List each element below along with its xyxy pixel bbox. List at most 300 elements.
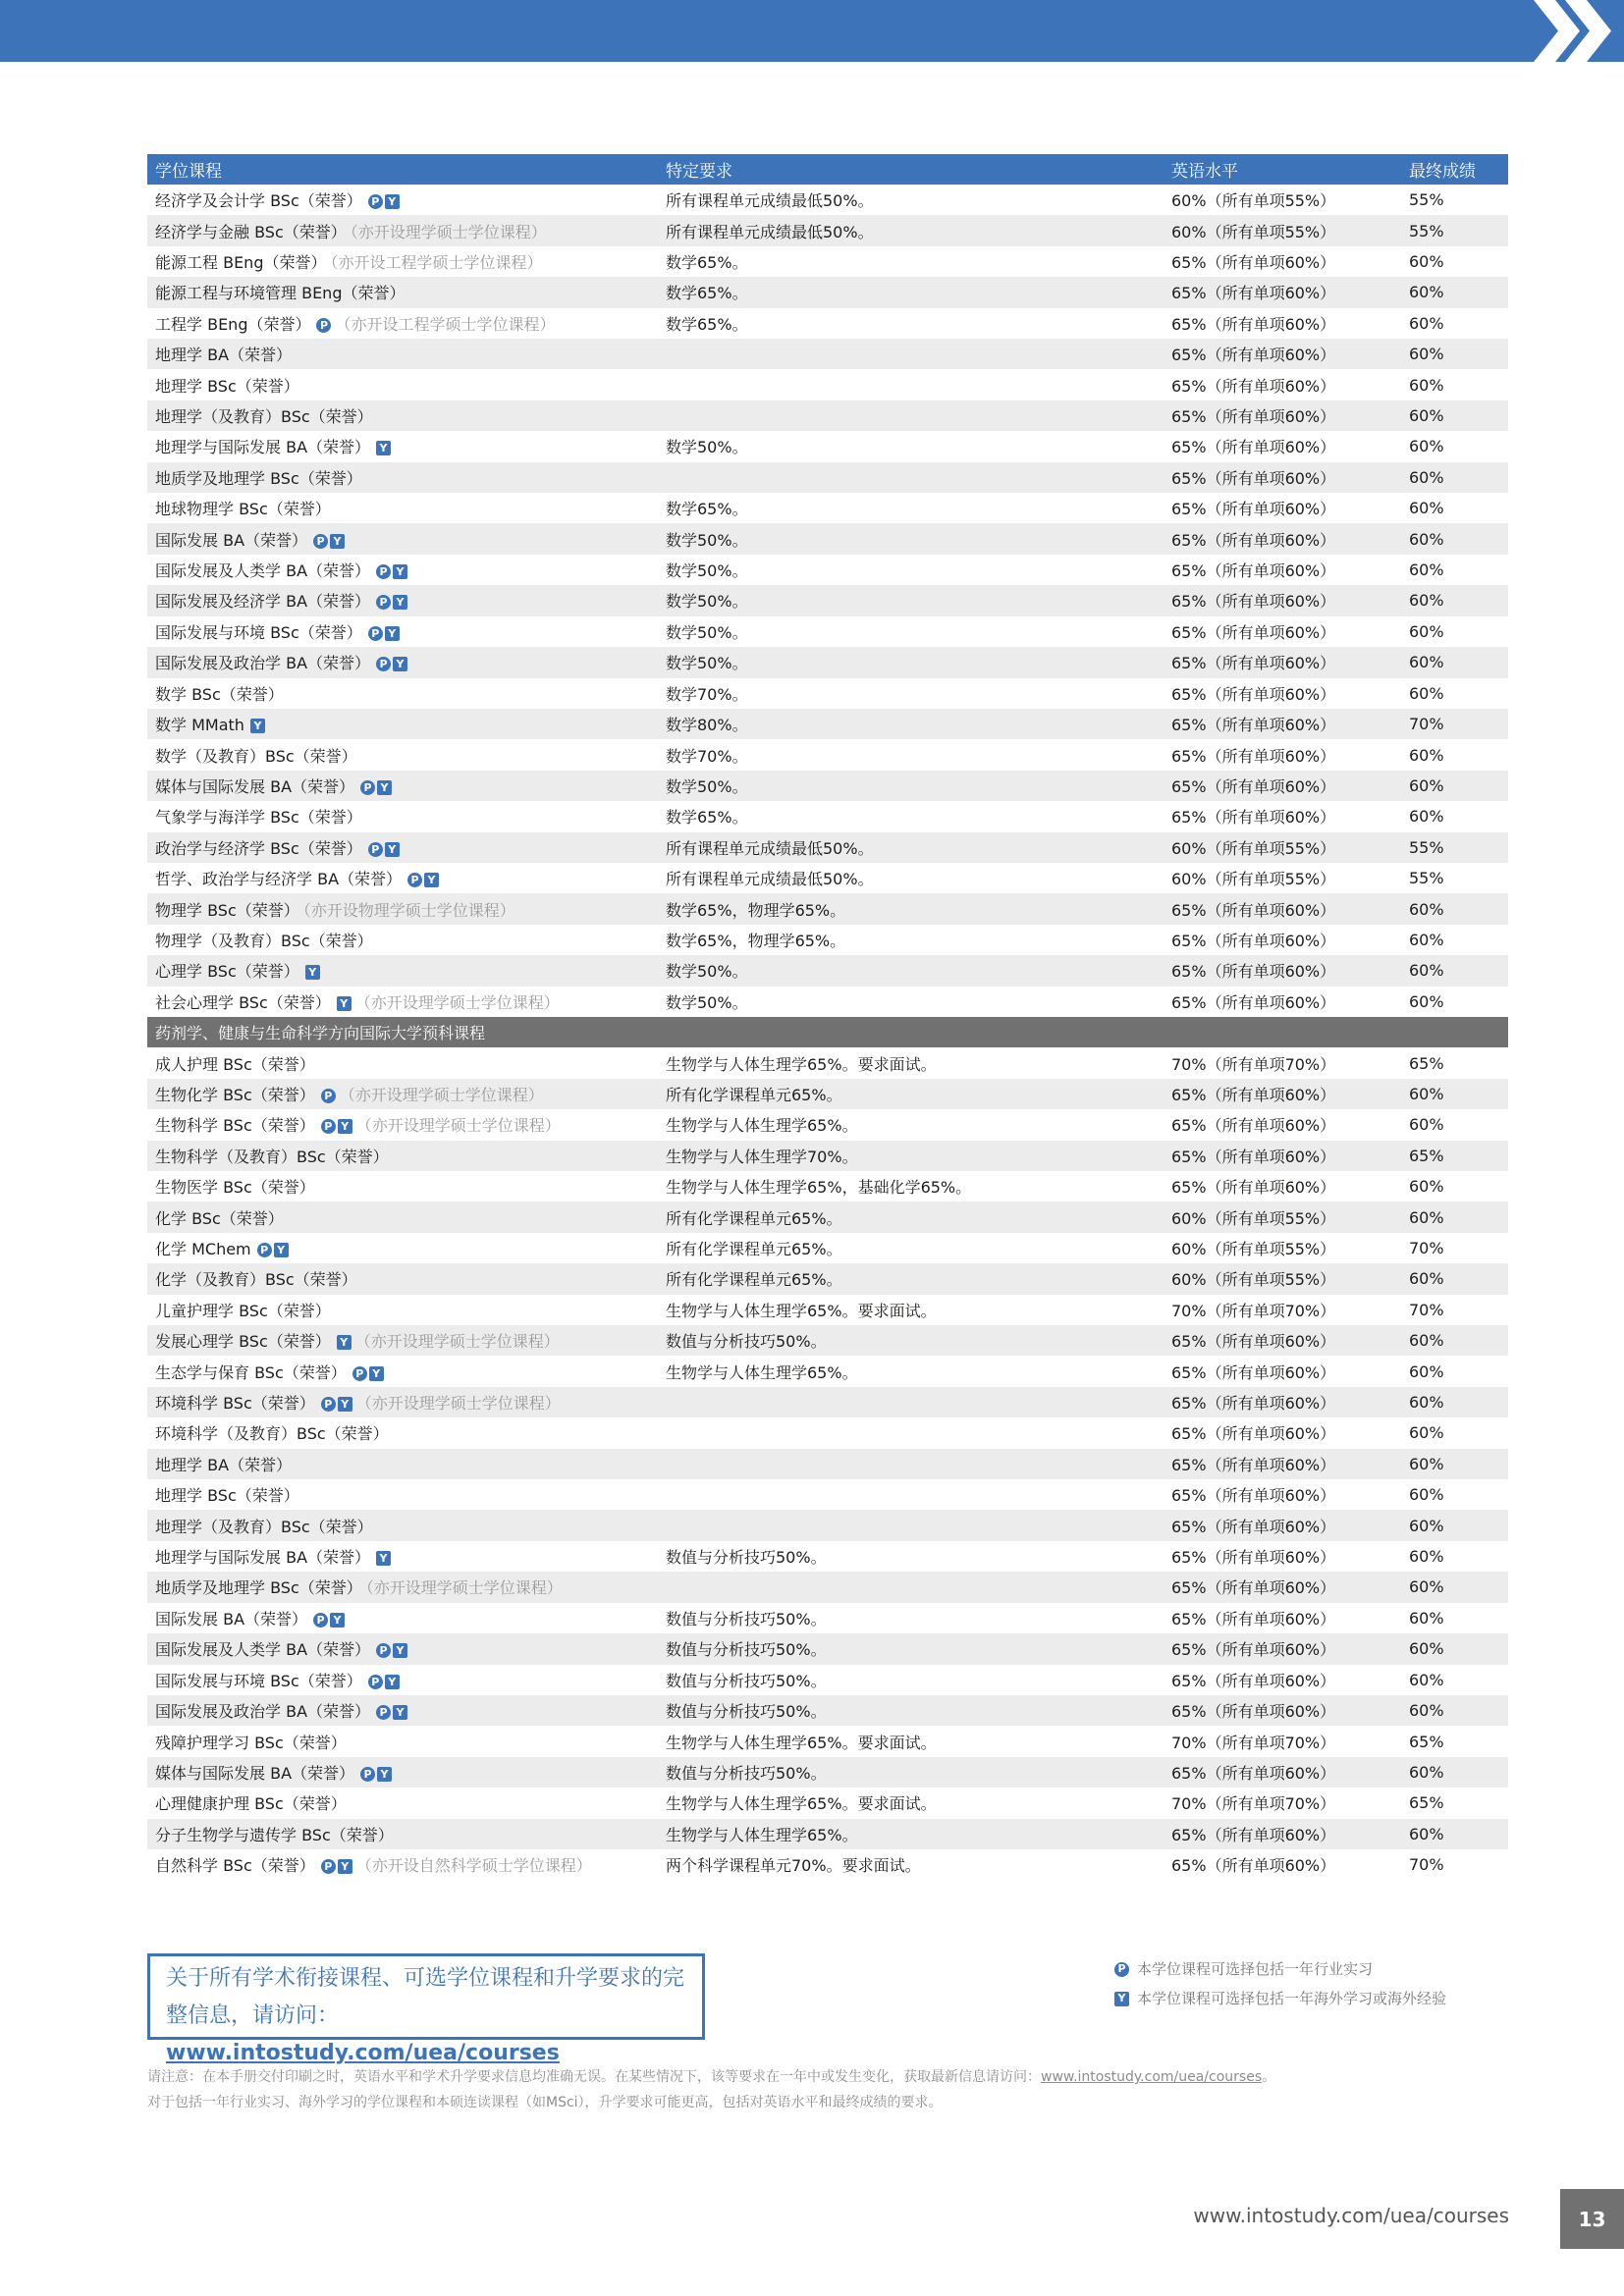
disclaimer-link[interactable]: www.intostudy.com/uea/courses xyxy=(1041,2069,1263,2085)
cell-course xyxy=(147,1483,658,1506)
cell-english: 65%（所有单项60%） xyxy=(1171,622,1336,642)
badge-group xyxy=(368,1675,400,1689)
cell-requirement: 所有课程单元成绩最低50%。 xyxy=(666,222,874,241)
year-abroad-icon: Y xyxy=(338,1397,352,1412)
cell-grade: 60% xyxy=(1409,991,1444,1011)
course-name: 能源工程 BEng（荣誉） xyxy=(155,253,327,273)
cell-grade: 60% xyxy=(1409,930,1444,949)
course-name: 环境科学（及教育）BSc（荣誉） xyxy=(155,1424,389,1444)
cell-grade: 60% xyxy=(1409,1362,1444,1381)
table-header xyxy=(147,154,1508,185)
year-abroad-icon: Y xyxy=(385,1675,400,1689)
placement-icon: P xyxy=(321,1859,336,1874)
header-course: 学位课程 xyxy=(155,162,222,182)
cell-course xyxy=(147,559,658,581)
table-row xyxy=(147,647,1508,677)
year-abroad-icon: Y xyxy=(369,1366,384,1381)
cell-requirement: 所有化学课程单元65%。 xyxy=(666,1208,842,1228)
course-note: （亦开设理学硕士学位课程） xyxy=(354,992,560,1012)
cell-grade: 60% xyxy=(1409,313,1444,333)
legend-abroad-text: 本学位课程可选择包括一年海外学习或海外经验 xyxy=(1137,1990,1447,2007)
placement-icon: P xyxy=(360,780,375,795)
table-row xyxy=(147,925,1508,955)
course-name: 心理学 BSc（荣誉） xyxy=(155,962,299,982)
double-chevron-icon xyxy=(1526,0,1624,62)
year-abroad-icon: Y xyxy=(337,1335,352,1350)
year-abroad-icon: Y xyxy=(376,441,391,455)
badge-group xyxy=(305,965,320,980)
cell-english: 65%（所有单项60%） xyxy=(1171,746,1336,766)
cell-course xyxy=(147,1853,658,1876)
course-name: 数学 BSc（荣誉） xyxy=(155,684,284,704)
cell-requirement: 数学50%。 xyxy=(666,592,748,612)
cell-english: 65%（所有单项60%） xyxy=(1171,1609,1336,1629)
table-row xyxy=(147,1726,1508,1756)
course-name: 工程学 BEng（荣誉） xyxy=(155,314,311,334)
year-abroad-icon: Y xyxy=(274,1243,289,1257)
badge-group xyxy=(321,1119,352,1134)
table-row xyxy=(147,1603,1508,1633)
cell-english: 65%（所有单项60%） xyxy=(1171,808,1336,828)
course-name: 媒体与国际发展 BA（荣誉） xyxy=(155,776,355,796)
badge-group xyxy=(360,780,392,795)
cell-grade: 60% xyxy=(1409,653,1444,672)
course-name: 经济学及会计学 BSc（荣誉） xyxy=(155,191,362,211)
badge-group xyxy=(376,441,391,455)
cell-english: 65%（所有单项60%） xyxy=(1171,438,1336,457)
cell-english: 65%（所有单项60%） xyxy=(1171,376,1336,396)
cell-requirement: 数值与分析技巧50%。 xyxy=(666,1763,827,1783)
cell-english: 65%（所有单项60%） xyxy=(1171,1332,1336,1352)
cell-english: 60%（所有单项55%） xyxy=(1171,1240,1336,1259)
cell-english: 65%（所有单项60%） xyxy=(1171,1825,1336,1844)
cell-course xyxy=(147,1823,658,1845)
cell-requirement: 所有化学课程单元65%。 xyxy=(666,1085,842,1104)
placement-icon: P xyxy=(321,1089,336,1103)
cell-requirement: 数值与分析技巧50%。 xyxy=(666,1332,827,1352)
course-name: 地理学 BA（荣誉） xyxy=(155,1455,293,1474)
placement-icon: P xyxy=(407,873,422,887)
legend-item-placement xyxy=(1114,1954,1446,1984)
cell-english: 65%（所有单项60%） xyxy=(1171,407,1336,427)
table-row xyxy=(147,955,1508,986)
table-row xyxy=(147,308,1508,339)
cell-grade: 60% xyxy=(1409,1639,1444,1659)
badge-group xyxy=(376,1705,407,1720)
course-note: （亦开设理学硕士学位课程） xyxy=(355,1116,561,1136)
cell-grade: 60% xyxy=(1409,1485,1444,1505)
cell-grade: 65% xyxy=(1409,1793,1444,1813)
placement-icon: P xyxy=(368,194,383,209)
course-name: 地理学 BSc（荣誉） xyxy=(155,1486,299,1506)
cell-course xyxy=(147,898,658,921)
cell-english: 65%（所有单项60%） xyxy=(1171,468,1336,488)
table-row xyxy=(147,863,1508,893)
cell-grade: 60% xyxy=(1409,621,1444,641)
cell-english: 60%（所有单项55%） xyxy=(1171,870,1336,889)
course-name: 地质学及地理学 BSc（荣誉） xyxy=(155,1578,362,1598)
cell-course xyxy=(147,1237,658,1259)
cell-english: 70%（所有单项70%） xyxy=(1171,1301,1336,1320)
cell-english: 65%（所有单项60%） xyxy=(1171,1517,1336,1536)
table-row xyxy=(147,1201,1508,1232)
course-name: 社会心理学 BSc（荣誉） xyxy=(155,992,331,1012)
cell-requirement: 数值与分析技巧50%。 xyxy=(666,1609,827,1629)
course-name: 心理健康护理 BSc（荣誉） xyxy=(155,1794,347,1814)
cell-course xyxy=(147,404,658,427)
table-row xyxy=(147,400,1508,431)
cell-requirement: 生物学与人体生理学65%。要求面试。 xyxy=(666,1794,937,1814)
badge-group xyxy=(376,1551,391,1566)
cell-english: 65%（所有单项60%） xyxy=(1171,1548,1336,1568)
cell-grade: 55% xyxy=(1409,221,1444,240)
cell-english: 65%（所有单项60%） xyxy=(1171,992,1336,1012)
course-name: 地理学 BA（荣誉） xyxy=(155,346,293,365)
cell-requirement: 数学50%。 xyxy=(666,438,748,457)
table-row xyxy=(147,1263,1508,1294)
course-name: 生物科学（及教育）BSc（荣誉） xyxy=(155,1147,389,1166)
cell-grade: 60% xyxy=(1409,1516,1444,1535)
cell-grade: 60% xyxy=(1409,1670,1444,1689)
cell-grade: 60% xyxy=(1409,807,1444,827)
table-row xyxy=(147,1479,1508,1510)
cell-requirement: 生物学与人体生理学65%。 xyxy=(666,1362,858,1382)
cell-grade: 60% xyxy=(1409,467,1444,487)
cell-requirement: 数值与分析技巧50%。 xyxy=(666,1702,827,1722)
cell-course xyxy=(147,929,658,951)
table-row xyxy=(147,1171,1508,1201)
year-abroad-icon: Y xyxy=(393,1643,407,1658)
cell-english: 65%（所有单项60%） xyxy=(1171,1116,1336,1136)
cell-grade: 70% xyxy=(1409,1855,1444,1875)
year-abroad-icon: Y xyxy=(330,534,345,549)
table-row xyxy=(147,678,1508,709)
table-row xyxy=(147,1325,1508,1356)
table-row xyxy=(147,523,1508,554)
badge-group xyxy=(360,1767,392,1782)
cell-requirement: 数学50%。 xyxy=(666,776,748,796)
table-row xyxy=(147,1665,1508,1695)
table-row xyxy=(147,585,1508,615)
cell-course xyxy=(147,1267,658,1290)
cell-grade: 55% xyxy=(1409,837,1444,857)
badge-group xyxy=(316,318,331,333)
course-name: 成人护理 BSc（荣誉） xyxy=(155,1054,315,1074)
course-name: 能源工程与环境管理 BEng（荣誉） xyxy=(155,284,406,303)
cell-course xyxy=(147,713,658,735)
course-note: （亦开设工程学硕士学位课程） xyxy=(335,314,556,334)
badge-group xyxy=(321,1859,352,1874)
cell-grade: 65% xyxy=(1409,1146,1444,1165)
badge-group xyxy=(368,626,400,641)
cell-requirement: 生物学与人体生理学70%。 xyxy=(666,1147,858,1166)
course-note: （亦开设工程学硕士学位课程） xyxy=(330,253,543,273)
course-name: 化学 BSc（荣誉） xyxy=(155,1208,284,1228)
cell-english: 65%（所有单项60%） xyxy=(1171,1763,1336,1783)
cell-grade: 70% xyxy=(1409,715,1444,734)
cell-english: 65%（所有单项60%） xyxy=(1171,716,1336,735)
table-row xyxy=(147,277,1508,307)
course-name: 地理学与国际发展 BA（荣誉） xyxy=(155,438,371,457)
cell-grade: 60% xyxy=(1409,437,1444,456)
cell-english: 70%（所有单项70%） xyxy=(1171,1054,1336,1074)
course-name: 化学 MChem xyxy=(155,1240,251,1259)
course-name: 气象学与海洋学 BSc（荣誉） xyxy=(155,808,362,828)
disclaimer-line-1 xyxy=(147,2064,1522,2090)
badge-group xyxy=(376,595,407,610)
cell-course xyxy=(147,744,658,767)
disclaimer-text-end: 。 xyxy=(1262,2069,1276,2085)
course-note: （亦开设理学硕士学位课程） xyxy=(355,1394,561,1414)
table-row xyxy=(147,555,1508,585)
cell-requirement: 所有化学课程单元65%。 xyxy=(666,1270,842,1290)
table-row xyxy=(147,246,1508,277)
info-box-link[interactable]: www.intostudy.com/uea/courses xyxy=(166,2041,560,2065)
table-row xyxy=(147,1417,1508,1448)
cell-requirement: 数学50%。 xyxy=(666,530,748,550)
cell-grade: 60% xyxy=(1409,961,1444,981)
disclaimer-text-1: 请注意：在本手册交付印刷之时，英语水平和学术升学要求信息均准确无误。在某些情况下，该等要求在一年中或发生变化，获取最新信息请访问： xyxy=(147,2069,1041,2085)
badge-group xyxy=(352,1366,384,1381)
course-name: 物理学 BSc（荣誉） xyxy=(155,900,299,920)
cell-english: 60%（所有单项55%） xyxy=(1171,1208,1336,1228)
cell-requirement: 所有化学课程单元65%。 xyxy=(666,1240,842,1259)
cell-requirement: 数值与分析技巧50%。 xyxy=(666,1671,827,1690)
year-abroad-icon: Y xyxy=(393,657,407,671)
cell-requirement: 数学50%。 xyxy=(666,654,748,673)
cell-grade: 60% xyxy=(1409,1577,1444,1597)
placement-icon: P xyxy=(321,1397,336,1412)
cell-grade: 55% xyxy=(1409,869,1444,888)
cell-course xyxy=(147,836,658,859)
table-row xyxy=(147,832,1508,863)
course-name: 哲学、政治学与经济学 BA（荣誉） xyxy=(155,870,403,889)
course-name: 自然科学 BSc（荣誉） xyxy=(155,1856,315,1876)
course-name: 生物科学 BSc（荣誉） xyxy=(155,1116,315,1136)
cell-grade: 60% xyxy=(1409,1762,1444,1782)
cell-grade: 60% xyxy=(1409,1084,1444,1103)
cell-course xyxy=(147,343,658,365)
badge-group xyxy=(250,719,265,733)
cell-course xyxy=(147,435,658,457)
badge-group xyxy=(313,534,345,549)
cell-course xyxy=(147,990,658,1013)
cell-english: 65%（所有单项60%） xyxy=(1171,1702,1336,1722)
placement-icon: P xyxy=(368,626,383,641)
course-name: 地理学与国际发展 BA（荣誉） xyxy=(155,1548,371,1568)
cell-english: 65%（所有单项60%） xyxy=(1171,1578,1336,1598)
cell-grade: 55% xyxy=(1409,190,1444,210)
section-header: 药剂学、健康与生命科学方向国际大学预科课程 xyxy=(147,1017,1508,1047)
table-row xyxy=(147,1295,1508,1325)
table-row xyxy=(147,431,1508,461)
table-row xyxy=(147,339,1508,369)
info-box-text: 关于所有学术衔接课程、可选学位课程和升学要求的完整信息，请访问： xyxy=(166,1966,685,2028)
cell-english: 65%（所有单项60%） xyxy=(1171,500,1336,519)
year-abroad-icon: Y xyxy=(377,1767,392,1782)
table-row xyxy=(147,1757,1508,1788)
cell-grade: 60% xyxy=(1409,1331,1444,1351)
badge-group xyxy=(376,657,407,671)
cell-course xyxy=(147,1699,658,1722)
cell-english: 65%（所有单项60%） xyxy=(1171,684,1336,704)
cell-course xyxy=(147,1669,658,1691)
table-row xyxy=(147,215,1508,245)
table-row xyxy=(147,1572,1508,1602)
cell-grade: 60% xyxy=(1409,1547,1444,1567)
course-note: （亦开设理学硕士学位课程） xyxy=(339,1085,544,1104)
cell-requirement: 数学50%。 xyxy=(666,561,748,581)
cell-grade: 60% xyxy=(1409,1207,1444,1227)
badge-group xyxy=(337,996,352,1011)
placement-icon: P xyxy=(368,842,383,857)
course-name: 地质学及地理学 BSc（荣誉） xyxy=(155,468,362,488)
cell-grade: 60% xyxy=(1409,1423,1444,1443)
placement-icon: P xyxy=(376,657,391,671)
course-name: 国际发展及人类学 BA（荣誉） xyxy=(155,561,371,581)
course-name: 残障护理学习 BSc（荣誉） xyxy=(155,1733,347,1752)
course-name: 生物化学 BSc（荣誉） xyxy=(155,1085,315,1104)
cell-requirement: 数学65%。 xyxy=(666,284,748,303)
cell-course xyxy=(147,312,658,335)
cell-requirement: 数学50%。 xyxy=(666,962,748,982)
cell-english: 65%（所有单项60%） xyxy=(1171,1486,1336,1506)
cell-english: 65%（所有单项60%） xyxy=(1171,1394,1336,1414)
cell-course xyxy=(147,1391,658,1414)
cell-grade: 60% xyxy=(1409,283,1444,302)
course-name: 发展心理学 BSc（荣誉） xyxy=(155,1332,331,1352)
course-name: 国际发展 BA（荣誉） xyxy=(155,1609,308,1629)
cell-english: 60%（所有单项55%） xyxy=(1171,222,1336,241)
table-row xyxy=(147,893,1508,924)
legend xyxy=(1114,1954,1446,2013)
table-row xyxy=(147,709,1508,739)
table-row xyxy=(147,616,1508,647)
placement-icon: P xyxy=(376,595,391,610)
year-abroad-icon: Y xyxy=(424,873,439,887)
course-note: （亦开设理学硕士学位课程） xyxy=(354,1332,560,1352)
table-row xyxy=(147,801,1508,831)
cell-course xyxy=(147,497,658,519)
cell-course xyxy=(147,281,658,303)
year-abroad-icon: Y xyxy=(393,1705,407,1720)
cell-requirement: 数值与分析技巧50%。 xyxy=(666,1548,827,1568)
cell-grade: 60% xyxy=(1409,1608,1444,1628)
cell-requirement: 数学70%。 xyxy=(666,746,748,766)
course-name: 国际发展与环境 BSc（荣誉） xyxy=(155,1671,362,1690)
course-name: 儿童护理学 BSc（荣誉） xyxy=(155,1301,331,1320)
cell-english: 65%（所有单项60%） xyxy=(1171,346,1336,365)
cell-requirement: 数学65%。 xyxy=(666,253,748,273)
table-row xyxy=(147,1141,1508,1171)
course-name: 国际发展及经济学 BA（荣誉） xyxy=(155,592,371,612)
cell-requirement: 数学65%。 xyxy=(666,314,748,334)
badge-group xyxy=(321,1089,336,1103)
table-row xyxy=(147,185,1508,215)
cell-course xyxy=(147,250,658,273)
table-body-foundation xyxy=(147,185,1508,1017)
cell-requirement: 生物学与人体生理学65%，基础化学65%。 xyxy=(666,1178,972,1198)
cell-requirement: 数值与分析技巧50%。 xyxy=(666,1640,827,1660)
course-name: 国际发展与环境 BSc（荣誉） xyxy=(155,622,362,642)
course-name: 地球物理学 BSc（荣誉） xyxy=(155,500,331,519)
cell-english: 65%（所有单项60%） xyxy=(1171,654,1336,673)
year-abroad-icon: Y xyxy=(250,719,265,733)
cell-grade: 60% xyxy=(1409,1177,1444,1197)
cell-grade: 60% xyxy=(1409,561,1444,580)
placement-icon: P xyxy=(376,1705,391,1720)
cell-english: 65%（所有单项60%） xyxy=(1171,1362,1336,1382)
table-row xyxy=(147,1541,1508,1572)
cell-grade: 60% xyxy=(1409,406,1444,426)
cell-english: 60%（所有单项55%） xyxy=(1171,191,1336,211)
course-name: 国际发展 BA（荣誉） xyxy=(155,530,308,550)
cell-requirement: 生物学与人体生理学65%。 xyxy=(666,1116,858,1136)
table-row xyxy=(147,987,1508,1017)
course-name: 国际发展及政治学 BA（荣誉） xyxy=(155,1702,371,1722)
placement-icon: P xyxy=(257,1243,272,1257)
cell-grade: 70% xyxy=(1409,1239,1444,1258)
course-name: 分子生物学与遗传学 BSc（荣誉） xyxy=(155,1825,394,1844)
year-abroad-icon: Y xyxy=(393,564,407,579)
cell-course xyxy=(147,1607,658,1629)
table-row xyxy=(147,1387,1508,1417)
cell-requirement: 生物学与人体生理学65%。要求面试。 xyxy=(666,1301,937,1320)
cell-english: 70%（所有单项70%） xyxy=(1171,1794,1336,1814)
table-body-health xyxy=(147,1047,1508,1880)
course-name: 国际发展及人类学 BA（荣誉） xyxy=(155,1640,371,1660)
cell-course xyxy=(147,1575,658,1598)
badge-group xyxy=(407,873,439,887)
badge-group xyxy=(376,564,407,579)
cell-english: 65%（所有单项60%） xyxy=(1171,1085,1336,1104)
cell-grade: 60% xyxy=(1409,683,1444,703)
course-note: （亦开设理学硕士学位课程） xyxy=(365,1578,563,1598)
cell-course xyxy=(147,1329,658,1352)
cell-grade: 65% xyxy=(1409,1732,1444,1751)
course-name: 环境科学 BSc（荣誉） xyxy=(155,1394,315,1414)
table-row xyxy=(147,1510,1508,1540)
cell-grade: 60% xyxy=(1409,899,1444,919)
course-name: 经济学与金融 BSc（荣誉） xyxy=(155,222,347,241)
year-abroad-icon: Y xyxy=(393,595,407,610)
year-abroad-icon: Y xyxy=(385,842,400,857)
cell-requirement: 两个科学课程单元70%。要求面试。 xyxy=(666,1856,921,1876)
cell-requirement: 生物学与人体生理学65%。 xyxy=(666,1825,858,1844)
cell-english: 65%（所有单项60%） xyxy=(1171,1178,1336,1198)
cell-requirement: 数学70%。 xyxy=(666,684,748,704)
footer-url[interactable]: www.intostudy.com/uea/courses xyxy=(1193,2204,1509,2227)
cell-course xyxy=(147,1175,658,1198)
cell-grade: 70% xyxy=(1409,1300,1444,1319)
cell-english: 60%（所有单项55%） xyxy=(1171,1270,1336,1290)
cell-course xyxy=(147,466,658,489)
cell-course xyxy=(147,188,658,211)
table-row xyxy=(147,1109,1508,1140)
cell-course xyxy=(147,1145,658,1167)
year-abroad-icon: Y xyxy=(305,965,320,980)
cell-grade: 65% xyxy=(1409,1053,1444,1073)
cell-english: 65%（所有单项60%） xyxy=(1171,776,1336,796)
cell-english: 65%（所有单项60%） xyxy=(1171,962,1336,982)
cell-grade: 60% xyxy=(1409,1269,1444,1289)
course-name: 地理学 BSc（荣誉） xyxy=(155,376,299,396)
badge-group xyxy=(368,194,400,209)
table-row xyxy=(147,1233,1508,1263)
cell-course xyxy=(147,220,658,242)
table-row xyxy=(147,1079,1508,1109)
cell-requirement: 生物学与人体生理学65%。要求面试。 xyxy=(666,1054,937,1074)
